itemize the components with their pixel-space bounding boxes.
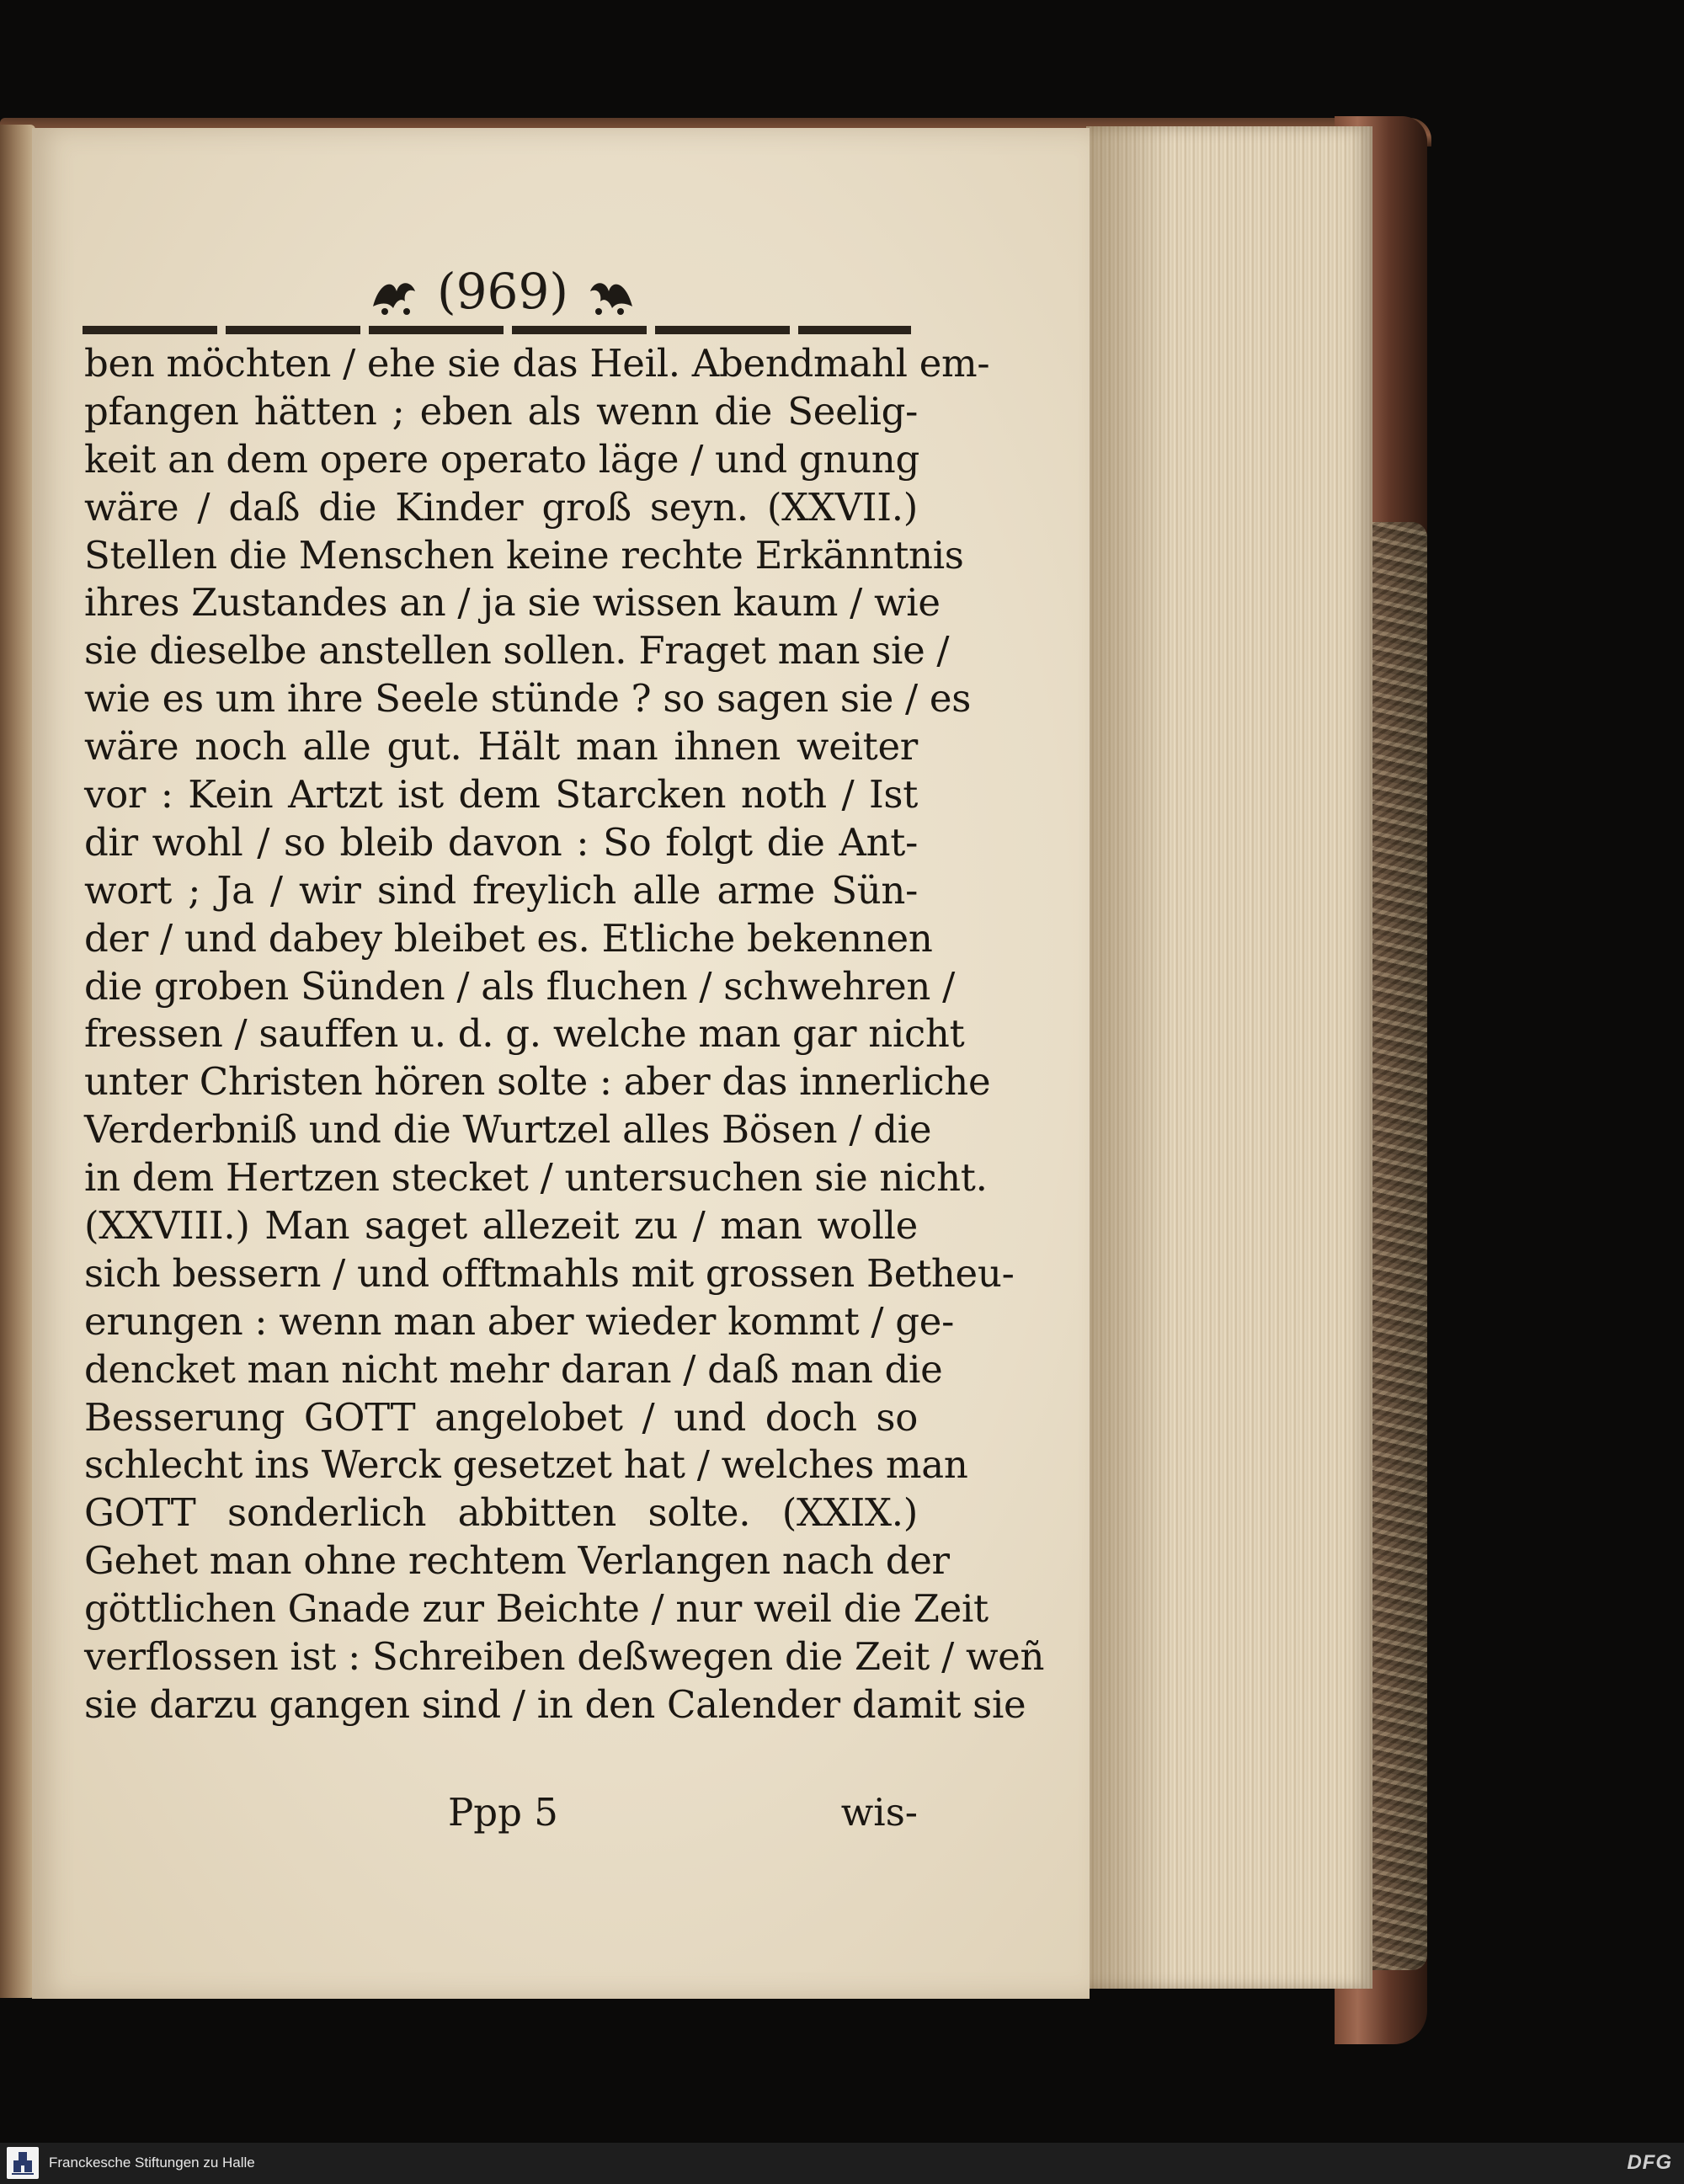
- dfg-logo[interactable]: DFG: [1627, 2151, 1672, 2174]
- text-line: schlecht ins Werck gesetzet hat / welches man: [84, 1442, 968, 1488]
- page-edges-shadow: [1086, 126, 1170, 1989]
- text-line: GOTT sonderlich abbitten solte. (XXIX.): [84, 1490, 918, 1536]
- text-line: fressen / sauffen u. d. g. welche man gar nicht: [84, 1011, 965, 1057]
- page-body-text: [84, 340, 1045, 1729]
- text-line: sich bessern / und offtmahls mit grossen Betheu-: [84, 1250, 1015, 1296]
- text-line: keit an dem opere operato läge / und gnung: [84, 436, 919, 482]
- page-number: (969): [437, 263, 568, 320]
- text-line: pfangen hätten ; eben als wenn die Seelig-: [84, 388, 918, 434]
- institution-logo[interactable]: [7, 2147, 39, 2179]
- signature-mark: Ppp 5: [448, 1790, 558, 1835]
- text-line: der / und dabey bleibet es. Etliche bekennen: [84, 915, 933, 961]
- text-line: die groben Sünden / als fluchen / schwehren /: [84, 963, 955, 1009]
- text-line: dir wohl / so bleib davon : So folgt die Ant-: [84, 819, 918, 865]
- text-line: Besserung GOTT angelobet / und doch so: [84, 1394, 918, 1440]
- text-line: ihres Zustandes an / ja sie wissen kaum / wie: [84, 580, 941, 626]
- catchword: wis-: [840, 1790, 918, 1835]
- text-line: in dem Hertzen stecket / untersuchen sie nicht.: [84, 1155, 988, 1201]
- text-line: unter Christen hören solte : aber das innerliche: [84, 1059, 991, 1105]
- text-line: Stellen die Menschen keine rechte Erkänntnis: [84, 532, 964, 578]
- text-line: sie dieselbe anstellen sollen. Fraget man sie /: [84, 628, 950, 674]
- text-line: verflossen ist : Schreiben deßwegen die Zeit / weñ: [84, 1634, 1045, 1680]
- text-line: göttlichen Gnade zur Beichte / nur weil die Zeit: [84, 1586, 989, 1632]
- book-left-edge: [0, 125, 35, 1998]
- text-line: Gehet man ohne rechtem Verlangen nach der: [84, 1538, 950, 1584]
- page-footer-line: [84, 1790, 918, 1849]
- header-rule: [83, 326, 911, 334]
- viewer-footer-bar: [0, 2143, 1684, 2184]
- text-line: ben möchten / ehe sie das Heil. Abendmahl em-: [84, 341, 990, 386]
- text-line: vor : Kein Artzt ist dem Starcken noth / Ist: [84, 772, 918, 818]
- text-line: erungen : wenn man aber wieder kommt / ge-: [84, 1298, 954, 1344]
- fleuron-left-icon: [368, 273, 422, 318]
- running-head: [330, 258, 675, 325]
- institution-name[interactable]: Franckesche Stiftungen zu Halle: [49, 2155, 255, 2171]
- fleuron-right-icon: [584, 273, 637, 318]
- building-icon: [7, 2147, 39, 2179]
- text-line: wäre / daß die Kinder groß seyn. (XXVII.): [84, 484, 918, 530]
- marbled-endpaper: [1368, 522, 1427, 1970]
- text-line: wort ; Ja / wir sind freylich alle arme Sün-: [84, 867, 918, 913]
- text-line: Verderbniß und die Wurtzel alles Bösen / die: [84, 1107, 932, 1153]
- text-line: dencket man nicht mehr daran / daß man die: [84, 1346, 943, 1392]
- text-line: (XXVIII.) Man saget allezeit zu / man wolle: [84, 1203, 918, 1249]
- text-line: wäre noch alle gut. Hält man ihnen weiter: [84, 724, 918, 770]
- text-line: sie darzu gangen sind / in den Calender damit sie: [84, 1681, 1026, 1727]
- text-line: wie es um ihre Seele stünde ? so sagen sie / es: [84, 676, 972, 722]
